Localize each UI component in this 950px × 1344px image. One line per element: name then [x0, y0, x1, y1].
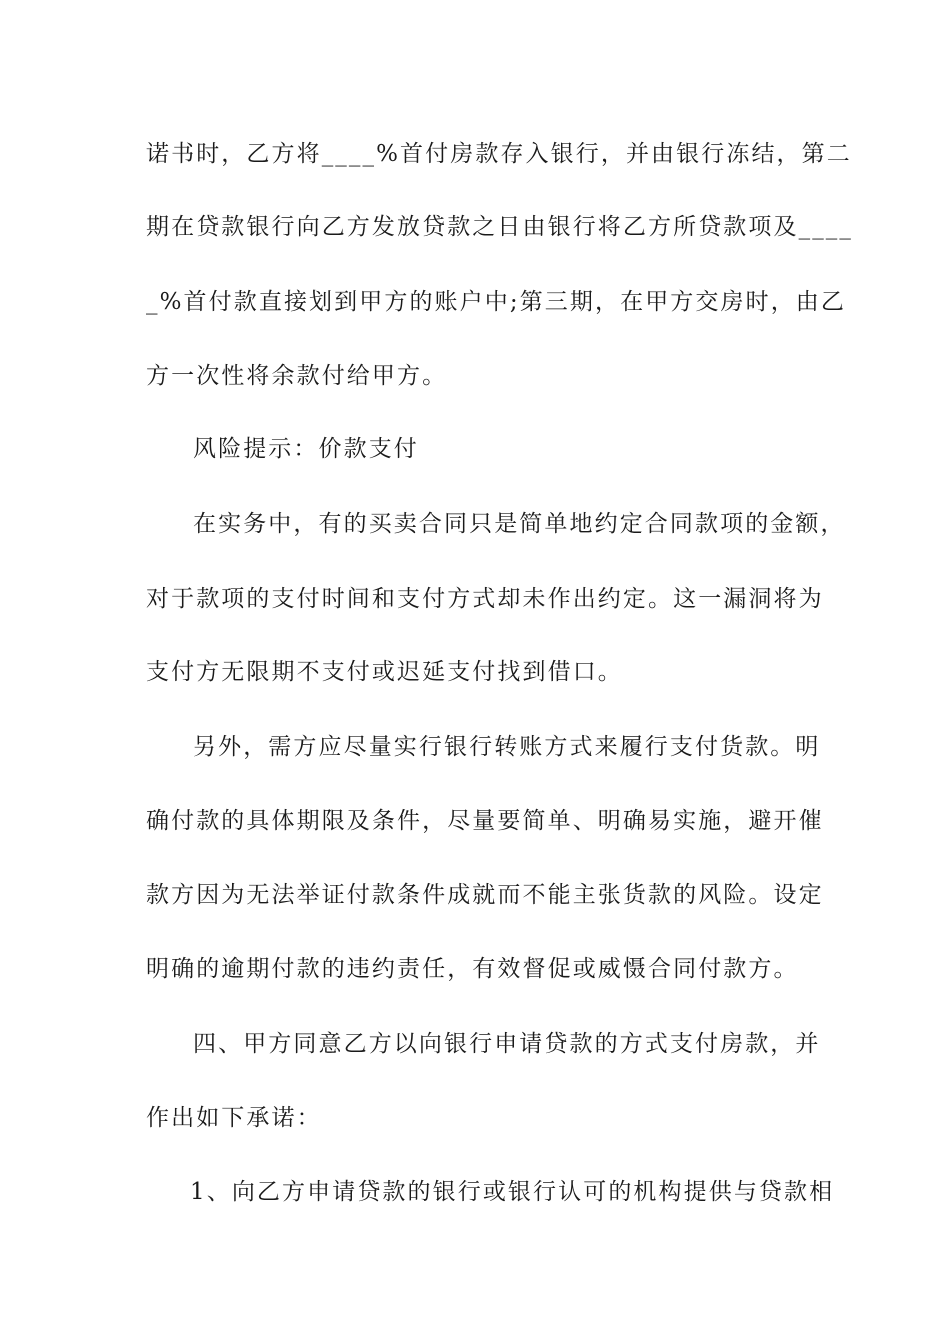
paragraph-line: 明确的逾期付款的违约责任，有效督促或威慑合同付款方。 [146, 956, 799, 982]
paragraph-line: 款方因为无法举证付款条件成就而不能主张货款的风险。设定 [146, 882, 824, 908]
paragraph-line: 支付方无限期不支付或迟延支付找到借口。 [146, 659, 623, 685]
paragraph-line: 四、甲方同意乙方以向银行申请贷款的方式支付房款，并 [193, 1031, 821, 1057]
paragraph-line: 期在贷款银行向乙方发放贷款之日由银行将乙方所贷款项及____ [146, 214, 853, 240]
section-heading: 风险提示：价款支付 [193, 436, 419, 462]
paragraph-line: 另外，需方应尽量实行银行转账方式来履行支付货款。明 [193, 734, 821, 760]
paragraph-line: 对于款项的支付时间和支付方式却未作出约定。这一漏洞将为 [146, 586, 824, 612]
paragraph-line: _%首付款直接划到甲方的账户中;第三期，在甲方交房时，由乙 [146, 289, 847, 315]
paragraph-line: 诺书时，乙方将____%首付房款存入银行，并由银行冻结，第二 [146, 141, 852, 167]
paragraph-line: 确付款的具体期限及条件，尽量要简单、明确易实施，避开催 [146, 808, 824, 834]
list-item-line: 1、向乙方申请贷款的银行或银行认可的机构提供与贷款相 [190, 1179, 835, 1205]
paragraph-line: 在实务中，有的买卖合同只是简单地约定合同款项的金额， [193, 511, 846, 537]
paragraph-line: 方一次性将余款付给甲方。 [146, 363, 448, 389]
paragraph-line: 作出如下承诺： [146, 1105, 322, 1131]
